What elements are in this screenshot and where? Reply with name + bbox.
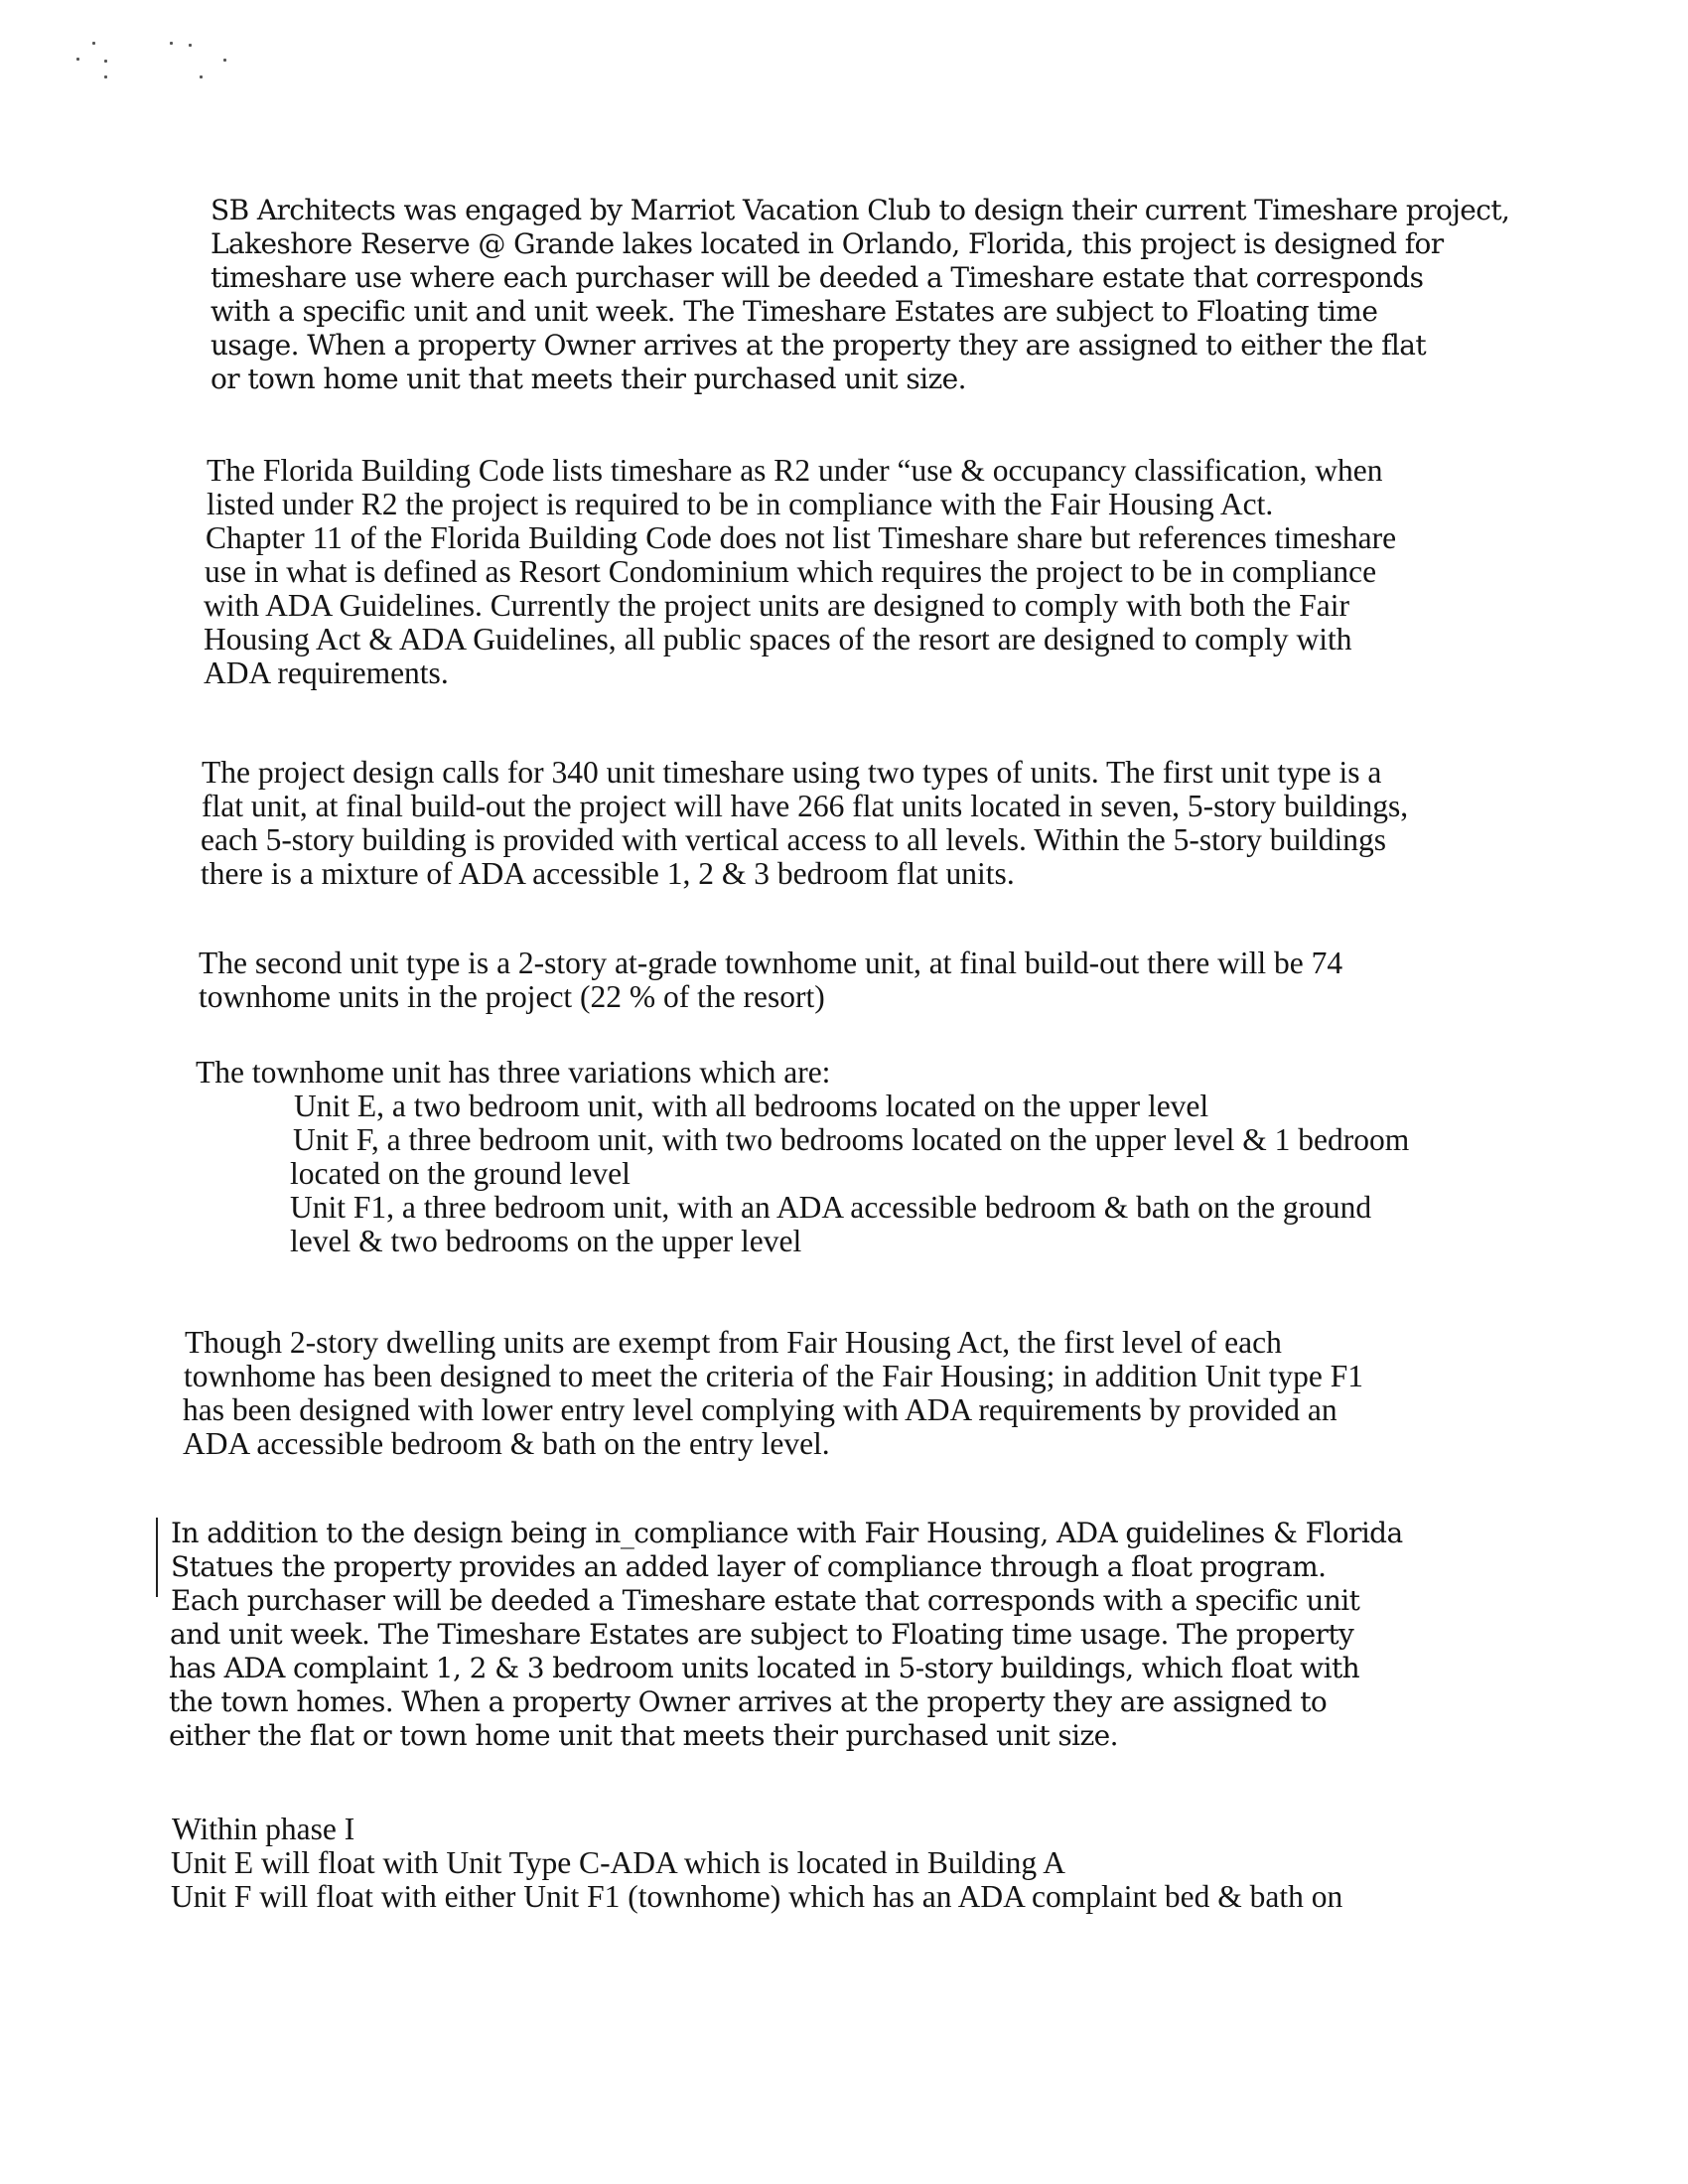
- scan-speck: [104, 75, 107, 78]
- text-line: Each purchaser will be deeded a Timeshare estate that corresponds with a specific unit: [171, 1584, 1360, 1617]
- scan-speck: [92, 42, 95, 45]
- scan-speck: [189, 44, 192, 47]
- text-line: Unit F1, a three bedroom unit, with an ADA accessible bedroom & bath on the ground: [290, 1190, 1372, 1225]
- text-line: level & two bedrooms on the upper level: [290, 1224, 802, 1258]
- text-line: each 5-story building is provided with vertical access to all levels. Within the 5-story buildings: [201, 822, 1387, 857]
- text-line: flat unit, at final build-out the project will have 266 flat units located in seven, 5-story buildings,: [202, 789, 1409, 823]
- text-line: SB Architects was engaged by Marriot Vacation Club to design their current Timeshare project,: [211, 194, 1510, 226]
- text-line: Though 2-story dwelling units are exempt from Fair Housing Act, the first level of each: [185, 1325, 1282, 1360]
- text-line: townhome units in the project (22 % of the resort): [199, 979, 825, 1014]
- scan-speck: [104, 60, 107, 63]
- text-line: ADA accessible bedroom & bath on the entry level.: [183, 1426, 830, 1461]
- text-line: The project design calls for 340 unit timeshare using two types of units. The first unit type is a: [202, 755, 1382, 790]
- text-line: townhome has been designed to meet the criteria of the Fair Housing; in addition Unit type F1: [184, 1359, 1364, 1393]
- text-line: with ADA Guidelines. Currently the project units are designed to comply with both the Fair: [204, 588, 1349, 623]
- text-line: with a specific unit and unit week. The Timeshare Estates are subject to Floating time: [211, 295, 1378, 328]
- text-line: Unit F will float with either Unit F1 (townhome) which has an ADA complaint bed & bath on: [171, 1879, 1343, 1914]
- text-line: The Florida Building Code lists timeshare as R2 under “use & occupancy classification, when: [207, 453, 1383, 488]
- text-line: In addition to the design being in_compliance with Fair Housing, ADA guidelines & Florida: [171, 1517, 1403, 1549]
- text-line: there is a mixture of ADA accessible 1, 2 & 3 bedroom flat units.: [201, 856, 1015, 891]
- text-line: ADA requirements.: [204, 655, 449, 690]
- revision-change-bar: [156, 1518, 158, 1597]
- scan-speck: [223, 59, 226, 62]
- text-line: has been designed with lower entry level complying with ADA requirements by provided an: [183, 1392, 1337, 1427]
- text-line: and unit week. The Timeshare Estates are subject to Floating time usage. The property: [170, 1618, 1354, 1651]
- scan-speck: [170, 42, 173, 45]
- text-line: use in what is defined as Resort Condominium which requires the project to be in compliance: [205, 554, 1377, 589]
- text-line: Housing Act & ADA Guidelines, all public spaces of the resort are designed to comply with: [204, 622, 1352, 656]
- text-line: Within phase I: [172, 1812, 355, 1846]
- text-line: either the flat or town home unit that meets their purchased unit size.: [169, 1719, 1118, 1752]
- text-line: Statues the property provides an added layer of compliance through a float program.: [171, 1550, 1327, 1583]
- text-line: the town homes. When a property Owner arrives at the property they are assigned to: [169, 1685, 1328, 1718]
- text-line: listed under R2 the project is required to be in compliance with the Fair Housing Act.: [207, 487, 1274, 521]
- text-line: or town home unit that meets their purchased unit size.: [211, 363, 966, 395]
- text-line: Unit E, a two bedroom unit, with all bedrooms located on the upper level: [294, 1089, 1209, 1123]
- text-line: The townhome unit has three variations which are:: [196, 1055, 831, 1090]
- text-line: timeshare use where each purchaser will be deeded a Timeshare estate that corresponds: [211, 261, 1424, 294]
- text-line: Lakeshore Reserve @ Grande lakes located in Orlando, Florida, this project is designed for: [211, 227, 1444, 260]
- text-line: has ADA complaint 1, 2 & 3 bedroom units located in 5-story buildings, which float with: [169, 1652, 1360, 1684]
- text-line: Unit F, a three bedroom unit, with two bedrooms located on the upper level & 1 bedroom: [293, 1122, 1410, 1157]
- text-line: The second unit type is a 2-story at-grade townhome unit, at final build-out there will be 74: [199, 946, 1343, 980]
- scan-speck: [76, 58, 79, 61]
- text-line: Unit E will float with Unit Type C-ADA which is located in Building A: [171, 1845, 1066, 1880]
- text-line: usage. When a property Owner arrives at the property they are assigned to either the flat: [211, 329, 1426, 362]
- text-line: located on the ground level: [290, 1156, 631, 1191]
- text-line: Chapter 11 of the Florida Building Code does not list Timeshare share but references timeshare: [206, 520, 1397, 555]
- scan-speck: [200, 75, 203, 78]
